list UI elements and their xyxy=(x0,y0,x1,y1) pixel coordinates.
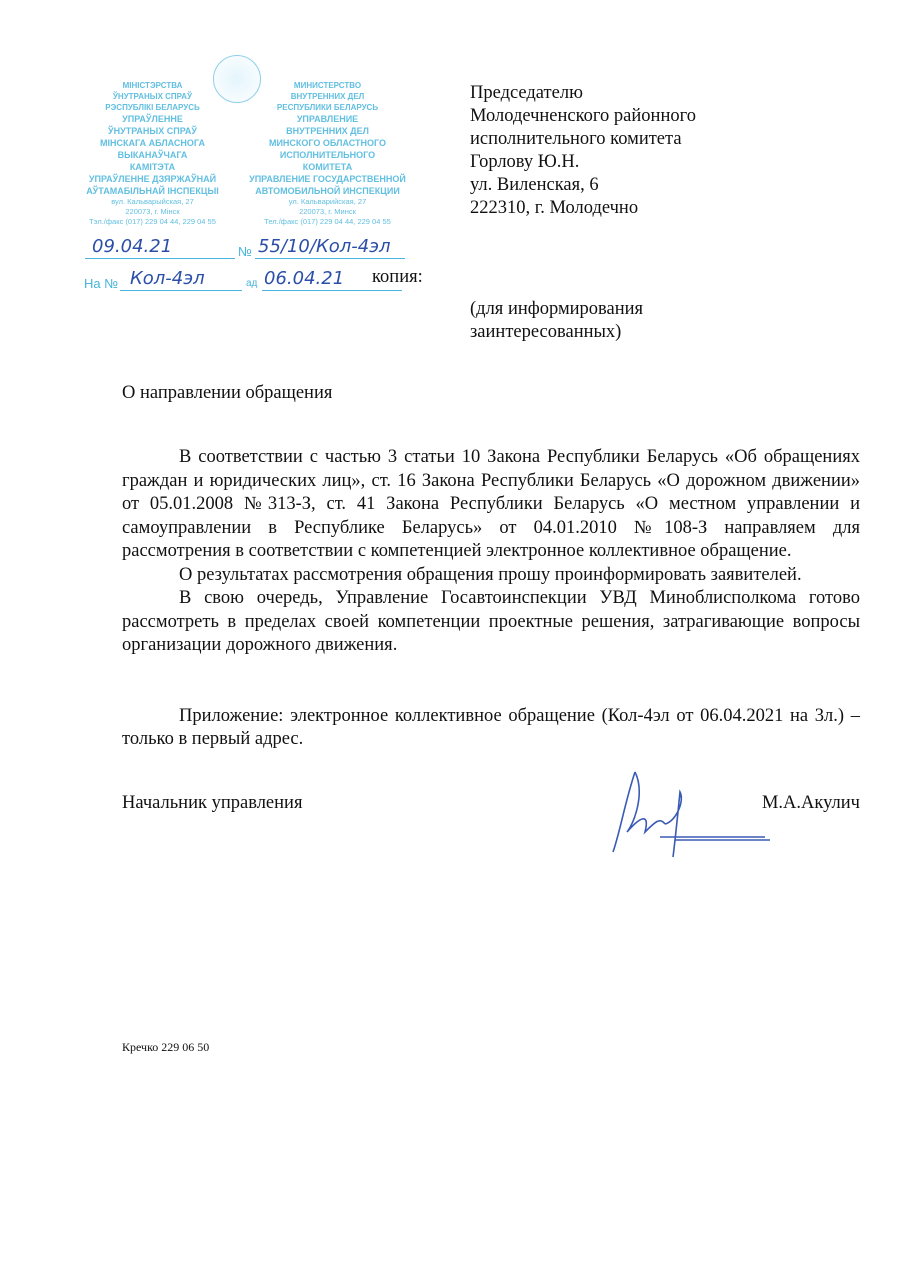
subject-line: О направлении обращения xyxy=(122,383,333,403)
signatory-position: Начальник управления xyxy=(122,792,303,813)
body-paragraph: В свою очередь, Управление Госавтоинспекции УВД Миноблисполкома готово рассмотреть в пределах своей компетенции проектные решения, затрагивающие вопросы организации дорожного движения. xyxy=(122,588,860,655)
body-paragraph: В соответствии с частью 3 статьи 10 Закона Республики Беларусь «Об обращениях граждан и юридических лиц», ст. 16 Закона Республики Беларусь «О дорожном движении» от 05.01.2008 №313-З, ст. 41 Закона Республики Беларусь «О местном управлении и самоуправлении в Республике Беларусь» от 04.01.2010 №108-З направляем для рассмотрения в соответствии с компетенцией электронное коллективное обращение. xyxy=(122,447,860,561)
executor-contact: Кречко 229 06 50 xyxy=(122,1040,210,1054)
letter-body xyxy=(122,446,860,852)
ref-label: На № xyxy=(84,276,119,291)
copy-note: (для информирования заинтересованных) xyxy=(470,299,644,342)
signature-row xyxy=(122,792,860,852)
ref-from-label: ад xyxy=(246,278,258,289)
addressee-block: Председателю Молодечненского районного исполнительного комитета Горлову Ю.Н. ул. Виленская, 6 222310, г. Молодечно xyxy=(470,83,696,218)
number-label: № xyxy=(238,244,252,259)
registration-number: 55/10/Кол-4эл xyxy=(258,236,391,257)
registration-date: 09.04.21 xyxy=(92,236,173,257)
signature-icon xyxy=(605,762,775,862)
attachment-note: Приложение: электронное коллективное обращение (Кол-4эл от 06.04.2021 на 3л.) – только в первый адрес. xyxy=(122,705,860,749)
signatory-name: М.А.Акулич xyxy=(761,792,860,813)
ref-date: 06.04.21 xyxy=(264,268,345,289)
letterhead-russian: МИНИСТЕРСТВО ВНУТРЕННИХ ДЕЛ РЕСПУБЛИКИ БЕЛАРУСЬ УПРАВЛЕНИЕ ВНУТРЕННИХ ДЕЛ МИНСКОГО ОБЛАСТНОГО ИСПОЛНИТЕЛЬНОГО КОМИТЕТА УПРАВЛЕНИЕ ГОСУДАРСТВЕННОЙ АВТОМОБИЛЬНОЙ ИНСПЕКЦИИ ул. Кальварийская, 27 220073, г. Минск Тел./факс (017) 229 04 44, 229 04 55 xyxy=(249,81,406,226)
letterhead-belarusian: МІНІСТЭРСТВА ЎНУТРАНЫХ СПРАЎ РЭСПУБЛІКІ БЕЛАРУСЬ УПРАЎЛЕННЕ ЎНУТРАНЫХ СПРАЎ МІНСКАГА АБЛАСНОГА ВЫКАНАЎЧАГА КАМІТЭТА УПРАЎЛЕННЕ ДЗЯРЖАЎНАЙ АЎТАМАБІЛЬНАЙ ІНСПЕКЦЫІ вул. Кальварыйская, 27 220073, г. Мінск Тэл./факс (017) 229 04 44, 229 04 55 xyxy=(86,81,219,226)
copy-label: копия: xyxy=(372,267,423,287)
ref-number: Кол-4эл xyxy=(130,268,205,289)
body-paragraph: О результатах рассмотрения обращения прошу проинформировать заявителей. xyxy=(179,564,802,585)
